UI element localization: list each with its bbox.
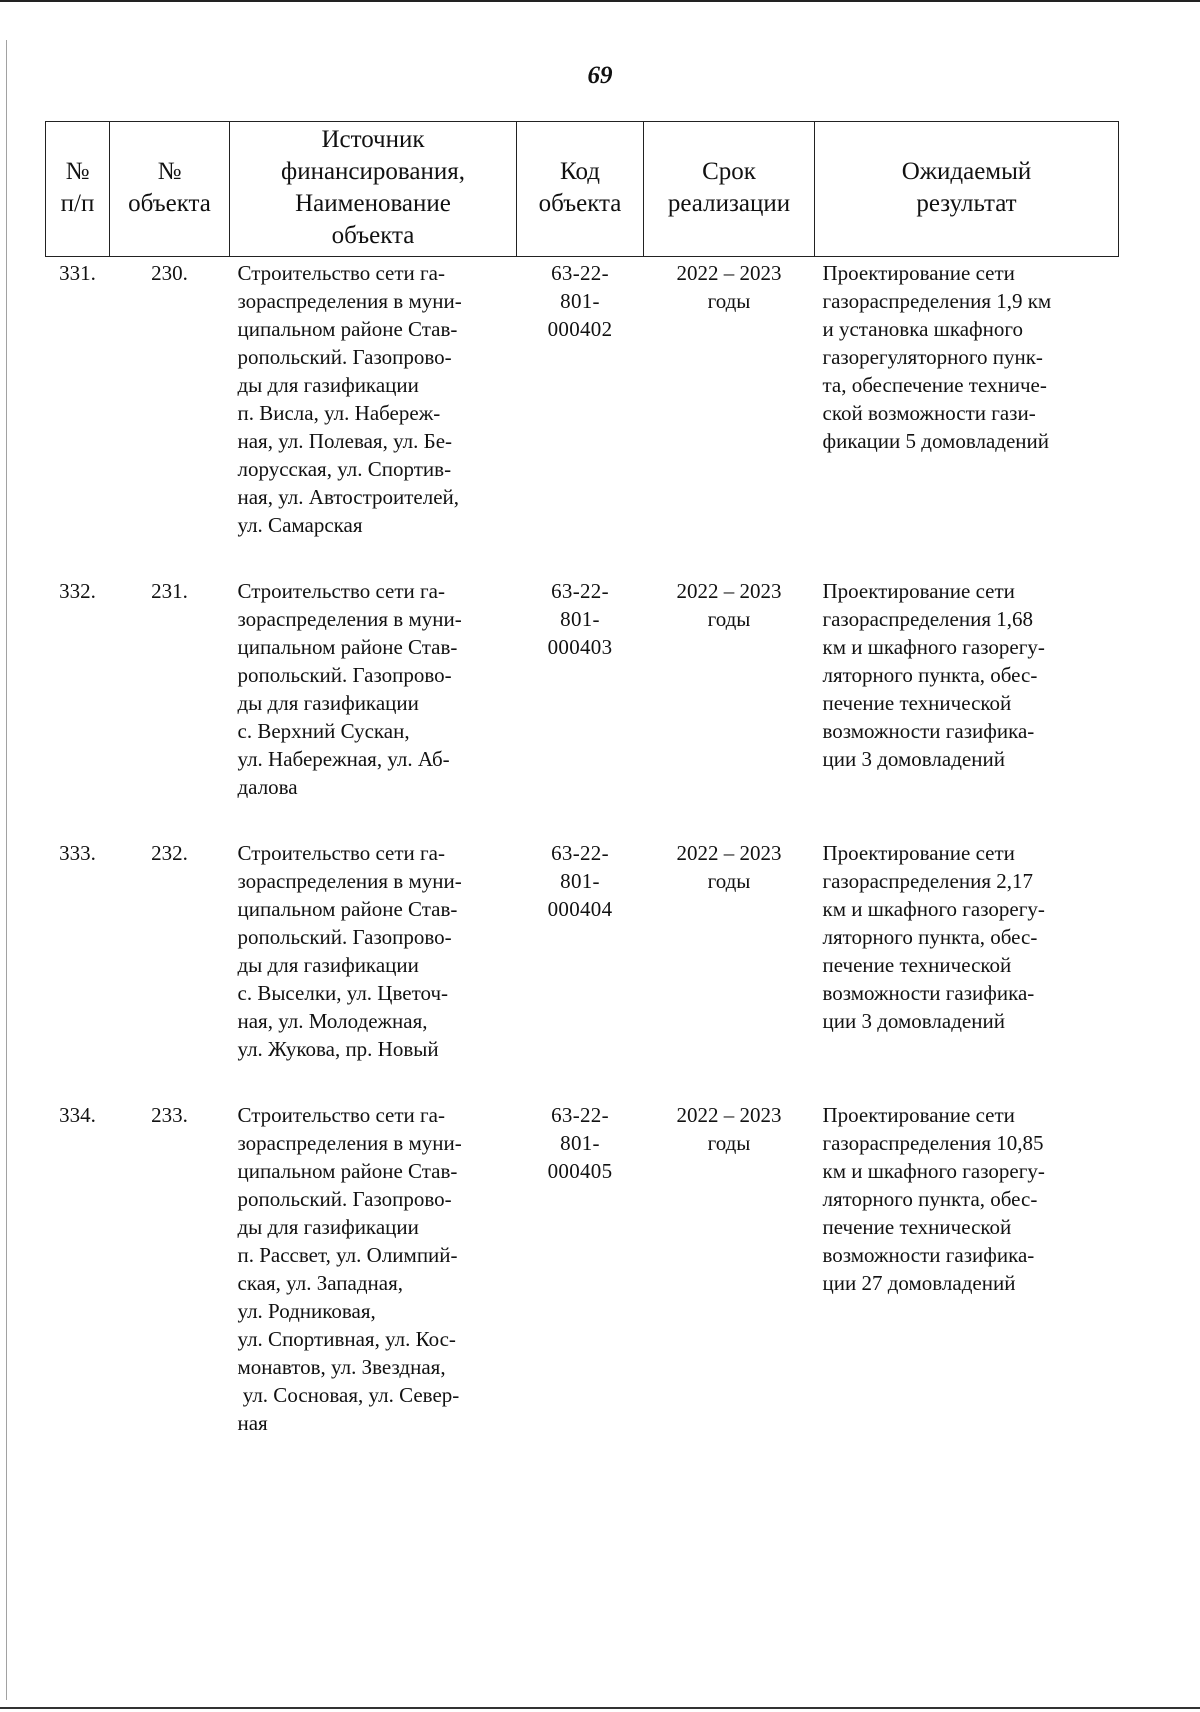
- header-object-number: № объекта: [110, 122, 230, 257]
- table-row: [46, 1101, 1119, 1475]
- header-num: № п/п: [46, 122, 110, 257]
- row-number: 331.: [59, 261, 96, 285]
- object-number: 230.: [151, 261, 188, 285]
- row-number: 334.: [59, 1103, 96, 1127]
- scan-top-edge: [0, 0, 1200, 2]
- table-row: [46, 839, 1119, 1101]
- page-number: 69: [587, 62, 613, 89]
- object-number: 231.: [151, 579, 188, 603]
- source-name: Строительство сети га- зораспределения в муни- ципальном районе Став- ропольский. Газопрово- ды для газификации п. Висла, ул. Набереж- ная, ул. Полевая, ул. Бе- лорусская, ул. Спортив- ная, ул. Автостроителей, ул. Самарская: [237, 261, 462, 537]
- expected-result: Проектирование сети газораспределения 1,68 км и шкафного газорегу- ляторного пункта, обес- печение технической возможности газифика- ции 3 домовладений: [822, 579, 1045, 771]
- expected-result: Проектирование сети газораспределения 2,17 км и шкафного газорегу- ляторного пункта, обес- печение технической возможности газифика- ции 3 домовладений: [822, 841, 1045, 1033]
- expected-result: Проектирование сети газораспределения 10,85 км и шкафного газорегу- ляторного пункта, обес- печение технической возможности газифика- ции 27 домовладений: [822, 1103, 1045, 1295]
- object-code: 63-22- 801- 000404: [547, 841, 613, 921]
- implementation-period: 2022 – 2023 годы: [676, 841, 782, 893]
- scan-bottom-edge: [0, 1707, 1200, 1709]
- table-row: [46, 577, 1119, 839]
- implementation-period: 2022 – 2023 годы: [676, 261, 782, 313]
- implementation-period: 2022 – 2023 годы: [676, 1103, 782, 1155]
- source-name: Строительство сети га- зораспределения в муни- ципальном районе Став- ропольский. Газопрово- ды для газификации с. Верхний Сускан, ул. Набережная, ул. Аб- далова: [237, 579, 462, 799]
- header-result: Ожидаемый результат: [815, 122, 1119, 257]
- object-code: 63-22- 801- 000402: [547, 261, 613, 341]
- row-number: 332.: [59, 579, 96, 603]
- table-row: [46, 257, 1119, 578]
- header-source: Источник финансирования, Наименование объекта: [230, 122, 517, 257]
- implementation-period: 2022 – 2023 годы: [676, 579, 782, 631]
- header-code: Код объекта: [517, 122, 644, 257]
- object-number: 233.: [151, 1103, 188, 1127]
- row-number: 333.: [59, 841, 96, 865]
- header-period: Срок реализации: [644, 122, 815, 257]
- source-name: Строительство сети га- зораспределения в муни- ципальном районе Став- ропольский. Газопрово- ды для газификации с. Выселки, ул. Цветоч- ная, ул. Молодежная, ул. Жукова, пр. Новый: [237, 841, 462, 1061]
- object-code: 63-22- 801- 000403: [547, 579, 613, 659]
- object-code: 63-22- 801- 000405: [547, 1103, 613, 1183]
- table-header-row: [46, 122, 1119, 257]
- object-number: 232.: [151, 841, 188, 865]
- expected-result: Проектирование сети газораспределения 1,9 км и установка шкафного газорегуляторного пунк- та, обеспечение техниче- ской возможности гази- фикации 5 домовладений: [822, 261, 1052, 453]
- scan-left-edge: [6, 40, 7, 1700]
- projects-table: [45, 121, 1119, 1475]
- source-name: Строительство сети га- зораспределения в муни- ципальном районе Став- ропольский. Газопрово- ды для газификации п. Рассвет, ул. Олимпий- ская, ул. Западная, ул. Родниковая, ул. Спортивная, ул. Кос- монавтов, ул. Звездная, ул. Сосновая, ул. Север- ная: [237, 1103, 462, 1435]
